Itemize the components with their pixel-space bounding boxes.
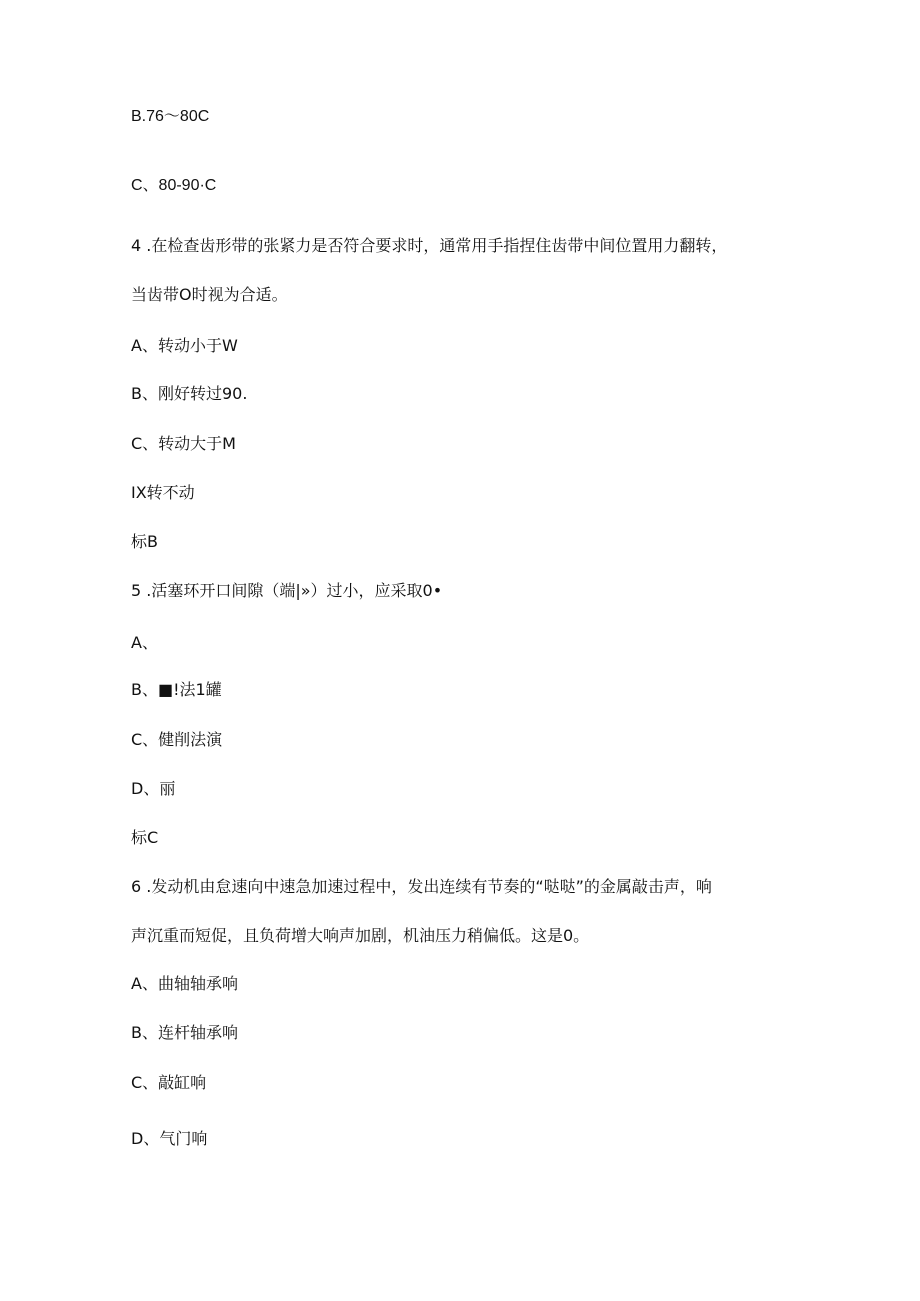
q4-option-d: IX转不动	[131, 483, 195, 502]
q4-option-b: B、刚好转过90.	[131, 384, 248, 403]
q6-option-a: A、曲轴轴承响	[131, 974, 238, 993]
q6-stem-line2: 声沉重而短促，且负荷增大响声加剧，机油压力稍偏低。这是0。	[131, 926, 590, 945]
q5-option-d: D、丽	[131, 779, 176, 798]
q6-option-d: D、气门响	[131, 1129, 208, 1148]
q5-option-a: A、	[131, 633, 158, 652]
q5-option-c: C、健削法演	[131, 730, 223, 749]
q4-stem-line1: 4 .在检查齿形带的张紧力是否符合要求时，通常用手指捏住齿带中间位置用力翻转，	[131, 236, 728, 255]
q5-answer: 标C	[131, 828, 159, 847]
q4-option-c: C、转动大于M	[131, 434, 236, 453]
q6-option-b: B、连杆轴承响	[131, 1023, 238, 1042]
q5-option-b: B、■!法1罐	[131, 680, 222, 699]
q6-stem-line1: 6 .发动机由怠速向中速急加速过程中，发出连续有节奏的“哒哒”的金属敲击声，响	[131, 877, 712, 896]
q4-stem-line2: 当齿带O时视为合适。	[131, 285, 288, 304]
q3-option-b: B.76～80C	[131, 108, 210, 125]
q5-stem: 5 .活塞环开口间隙（端|»）过小，应采取0•	[131, 581, 443, 600]
q6-option-c: C、敲缸响	[131, 1073, 207, 1092]
q3-option-c: C、80-90·C	[131, 177, 217, 194]
q4-option-a: A、转动小于W	[131, 336, 238, 355]
q4-answer: 标B	[131, 532, 158, 551]
